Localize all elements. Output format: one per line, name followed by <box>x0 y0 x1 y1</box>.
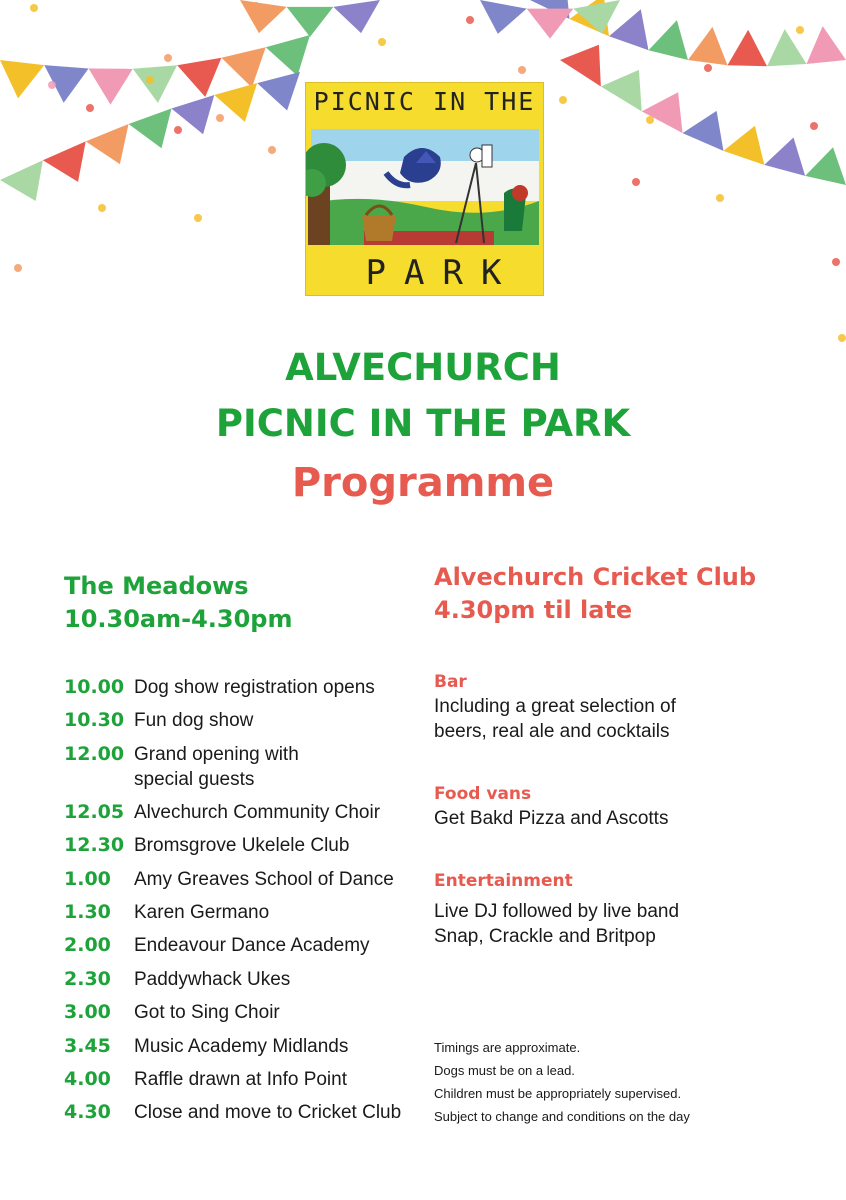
schedule-time: 12.00 <box>64 742 125 765</box>
schedule-event: Karen Germano <box>134 901 270 923</box>
schedule-row <box>64 675 424 700</box>
schedule-time: 3.00 <box>64 1001 111 1024</box>
schedule-row <box>64 867 424 892</box>
schedule-time: 2.00 <box>64 934 111 957</box>
title-picnic-in-the-park: PICNIC IN THE PARK <box>215 402 631 445</box>
notes-block <box>434 1036 690 1128</box>
schedule-time: 1.30 <box>64 900 111 923</box>
entertainment-heading: Entertainment <box>434 871 573 891</box>
schedule-time: 10.30 <box>64 709 125 732</box>
schedule-event: Got to Sing Choir <box>134 1002 280 1024</box>
schedule-row <box>64 1000 424 1025</box>
schedule-row <box>64 933 424 958</box>
schedule-event: Music Academy Midlands <box>134 1035 349 1057</box>
schedule-time: 2.30 <box>64 967 111 990</box>
schedule-row <box>64 708 424 733</box>
schedule-row <box>64 800 424 825</box>
schedule-event: Endeavour Dance Academy <box>134 935 370 957</box>
schedule-time: 10.00 <box>64 676 125 698</box>
meadows-schedule <box>64 675 424 1134</box>
schedule-row <box>64 1034 424 1059</box>
note-line: Children must be appropriately supervised. <box>434 1086 682 1101</box>
food-vans-description: Get Bakd Pizza and Ascotts <box>434 808 669 829</box>
schedule-event: Fun dog show <box>134 710 254 732</box>
logo-text-top: PICNIC IN THE <box>313 87 536 116</box>
schedule-row <box>64 1067 424 1092</box>
meadows-heading <box>64 570 292 636</box>
entertainment-description: Live DJ followed by live band Snap, Crackle and Britpop <box>434 901 680 947</box>
schedule-row <box>64 967 424 992</box>
schedule-event: Dog show registration opens <box>134 677 375 698</box>
bar-heading: Bar <box>434 672 467 692</box>
title-programme: Programme <box>291 460 555 506</box>
note-line: Subject to change and conditions on the day <box>434 1109 690 1124</box>
meadows-hours: 10.30am-4.30pm <box>64 605 293 633</box>
title-alvechurch: ALVECHURCH <box>285 346 561 389</box>
schedule-time: 12.30 <box>64 834 125 857</box>
schedule-time: 4.00 <box>64 1067 111 1090</box>
schedule-event: Grand opening with special guests <box>134 743 299 790</box>
schedule-row <box>64 1100 424 1125</box>
schedule-time: 12.05 <box>64 800 125 823</box>
cricket-club-hours: 4.30pm til late <box>434 596 633 624</box>
logo-text-bottom: PARK <box>365 253 520 293</box>
schedule-event: Paddywhack Ukes <box>134 968 291 990</box>
schedule-event: Close and move to Cricket Club <box>134 1102 402 1124</box>
meadows-venue: The Meadows <box>64 572 249 600</box>
schedule-event: Amy Greaves School of Dance <box>134 868 394 890</box>
cricket-club-venue: Alvechurch Cricket Club <box>434 563 757 591</box>
schedule-event: Bromsgrove Ukelele Club <box>134 835 350 857</box>
food-vans-heading: Food vans <box>434 784 532 804</box>
note-line: Dogs must be on a lead. <box>434 1063 575 1078</box>
schedule-row <box>64 833 424 858</box>
picnic-logo-drawing <box>305 82 544 296</box>
schedule-event: Alvechurch Community Choir <box>134 801 381 823</box>
schedule-time: 3.45 <box>64 1034 111 1057</box>
schedule-time: 1.00 <box>64 867 111 890</box>
schedule-row <box>64 742 424 792</box>
bar-description: Including a great selection of beers, real ale and cocktails <box>434 696 676 742</box>
schedule-event: Raffle drawn at Info Point <box>134 1068 347 1090</box>
schedule-row <box>64 900 424 925</box>
note-line: Timings are approximate. <box>434 1040 581 1055</box>
schedule-time: 4.30 <box>64 1101 111 1124</box>
cricket-club-heading <box>434 561 756 627</box>
